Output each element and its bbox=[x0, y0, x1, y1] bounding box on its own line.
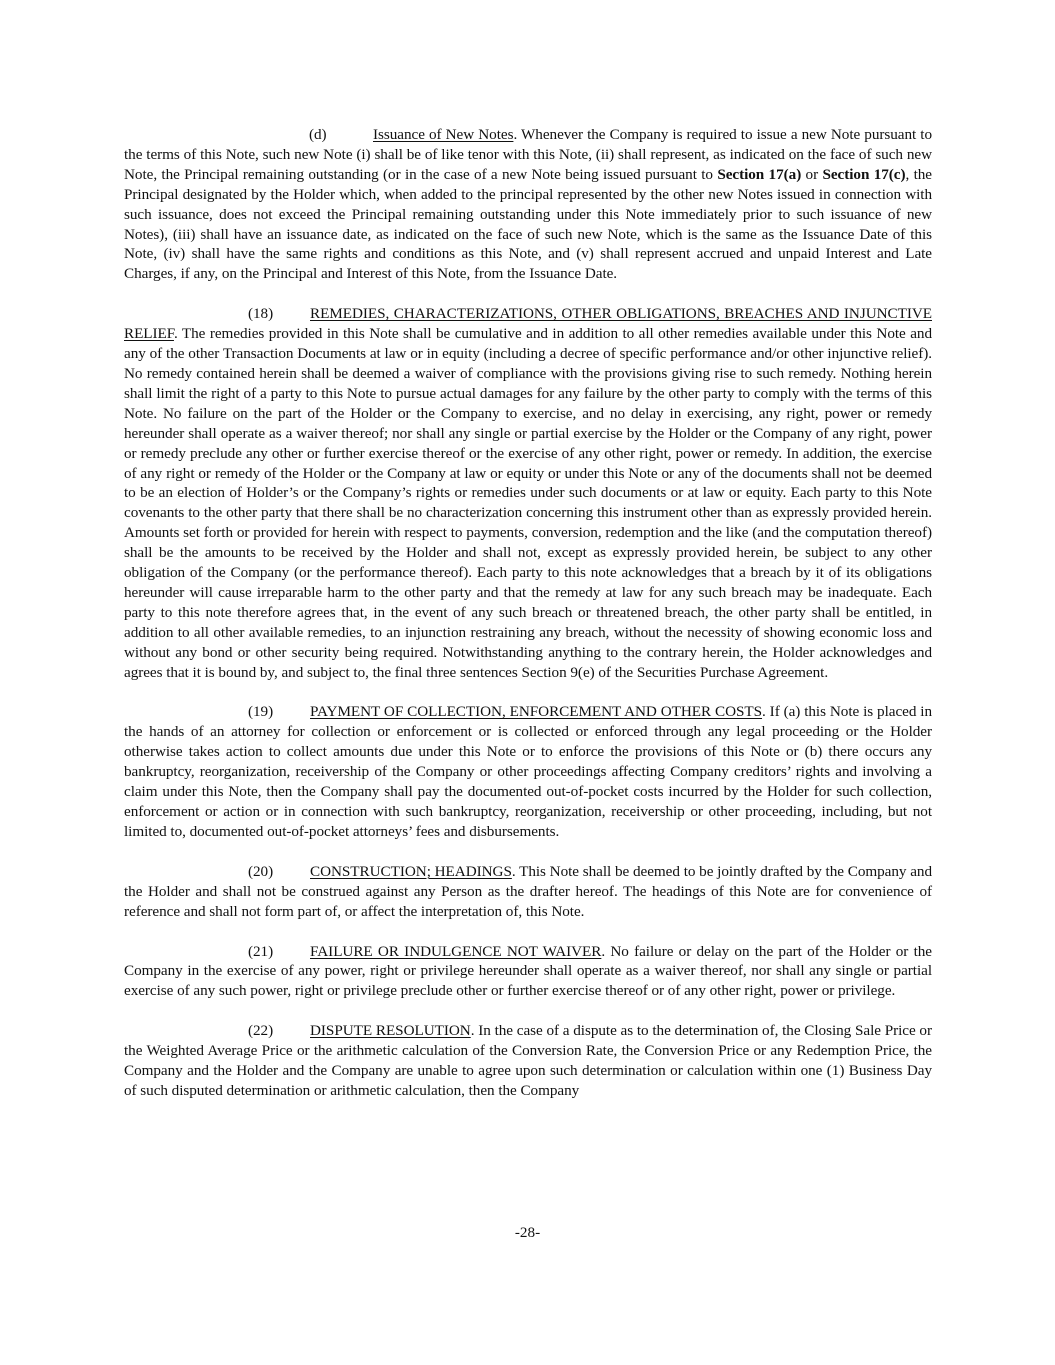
paragraph-number: (18) bbox=[248, 305, 274, 323]
paragraph-21 bbox=[124, 942, 932, 1002]
paragraph-text: . The remedies provided in this Note shall be cumulative and in addition to all other remedies available under this Note and any of the other Transaction Documents at law or in equity (including a decree of specific performance and/or other injunctive relief). No remedy contained herein shall be deemed a waiver of compliance with the provisions giving rise to such remedy. Nothing herein shall limit the right of a party to this Note to pursue actual damages for any failure by the other party to comply with the terms of this Note. No failure on the part of the Holder or the Company to exercise, and no delay in exercising, any right, power or remedy hereunder shall operate as a waiver thereof; nor shall any single or partial exercise by the Holder or the Company of any right, power or remedy preclude any other or further exercise thereof or the exercise of any other right, power or remedy. In addition, the exercise of any right or remedy of the Holder or the Company at law or equity or under this Note or any of the documents shall not be deemed to be an election of Holder’s or the Company’s rights or remedies under such documents or at law or equity. Each party to this Note covenants to the other party that there shall be no characterization concerning this instrument other than as expressly provided herein. Amounts set forth or provided for herein with respect to payments, conversion, redemption and the like (and the computation thereof) shall be the amounts to be received by the Holder and shall not, except as expressly provided herein, be subject to any other obligation of the Company (or the performance thereof). Each party to this note acknowledges that a breach by it of its obligations hereunder will cause irreparable harm to the other party and that the remedy at law for any such breach may be inadequate. Each party to this note therefore agrees that, in the event of any such breach or threatened breach, the other party shall be entitled, in addition to all other available remedies, to an injunction restraining any breach, without the necessity of showing economic loss and without any bond or other security being required. Notwithstanding anything to the contrary herein, the Holder acknowledges and agrees that it is bound by, and subject to, the final three sentences Section 9(e) of the Securities Purchase Agreement. bbox=[124, 325, 932, 681]
paragraph-number: (22) bbox=[248, 1022, 274, 1040]
paragraph-number: (d) bbox=[309, 126, 327, 143]
section-reference: Section 17(a) bbox=[717, 165, 802, 183]
paragraph-text: or bbox=[801, 165, 823, 183]
section-heading: DISPUTE RESOLUTION bbox=[310, 1022, 471, 1040]
paragraph-number: (20) bbox=[248, 862, 274, 880]
page-number: -28- bbox=[514, 1224, 541, 1241]
paragraph-text: , the Principal designated by the Holder which, when added to the principal represented by the other new Notes issued in connection with such issuance, does not exceed the Principal remaining outstanding under this Note immediately prior to such issuance of new Notes), (iii) shall have an issuance date, as indicated on the face of such new Note, which is the same as the Issuance Date of this Note, (iv) shall have the same rights and conditions as this Note, and (v) shall represent accrued and unpaid Interest and Late Charges, if any, on the Principal and Interest of this Note, from the Issuance Date. bbox=[124, 165, 932, 283]
section-heading: FAILURE OR INDULGENCE NOT WAIVER bbox=[310, 942, 602, 960]
paragraph-text: . Whenever the Company is required to issue a new Note pursuant to the terms of this Note, such new Note (i) shall be of like tenor with this Note, (ii) shall represent, as indicated on the face of such new Note, the Principal remaining outstanding (or in the case of a new Note being issued pursuant to bbox=[124, 126, 932, 183]
paragraph-number: (19) bbox=[248, 703, 274, 721]
section-heading: PAYMENT OF COLLECTION, ENFORCEMENT AND OTHER COSTS bbox=[310, 703, 763, 721]
paragraph-d bbox=[124, 125, 932, 284]
section-heading: REMEDIES, CHARACTERIZATIONS, OTHER OBLIGATIONS, BREACHES AND INJUNCTIVE RELIEF bbox=[124, 305, 932, 343]
section-heading: CONSTRUCTION; HEADINGS bbox=[310, 862, 512, 880]
paragraph-text: . In the case of a dispute as to the determination of, the Closing Sale Price or the Weighted Average Price or the arithmetic calculation of the Conversion Rate, the Conversion Price or any Redemption Price, the Company and the Holder and the Company are unable to agree upon such determination or calculation within one (1) Business Day of such disputed determination or arithmetic calculation, then the Company bbox=[124, 1022, 932, 1099]
document-page bbox=[124, 125, 932, 1121]
paragraph-19 bbox=[124, 702, 932, 841]
section-heading: Issuance of New Notes bbox=[373, 126, 514, 143]
paragraph-text: . This Note shall be deemed to be jointly drafted by the Company and the Holder and shall not be construed against any Person as the drafter hereof. The headings of this Note are for convenience of reference and shall not form part of, or affect the interpretation of, this Note. bbox=[124, 862, 932, 920]
paragraph-text: . If (a) this Note is placed in the hands of an attorney for collection or enforcement or is collected or enforced through any legal proceeding or the Holder otherwise takes action to collect amounts due under this Note or to enforce the provisions of this Note or (b) there occurs any bankruptcy, reorganization, receivership of the Company or other proceedings affecting Company creditors’ rights and involving a claim under this Note, then the Company shall pay the documented out-of-pocket costs incurred by the Holder for such collection, enforcement or action or in connection with such bankruptcy, reorganization, receivership or other proceeding, including, but not limited to, documented out-of-pocket attorneys’ fees and disbursements. bbox=[124, 703, 932, 840]
paragraph-22 bbox=[124, 1021, 932, 1101]
paragraph-number: (21) bbox=[248, 942, 274, 960]
paragraph-18 bbox=[124, 304, 932, 682]
paragraph-text: . No failure or delay on the part of the Holder or the Company in the exercise of any power, right or privilege hereunder shall operate as a waiver thereof, nor shall any single or partial exercise of any such power, right or privilege preclude other or further exercise thereof or of any other right, power or privilege. bbox=[124, 942, 932, 1000]
section-reference: Section 17(c) bbox=[822, 165, 906, 183]
paragraph-20 bbox=[124, 862, 932, 922]
